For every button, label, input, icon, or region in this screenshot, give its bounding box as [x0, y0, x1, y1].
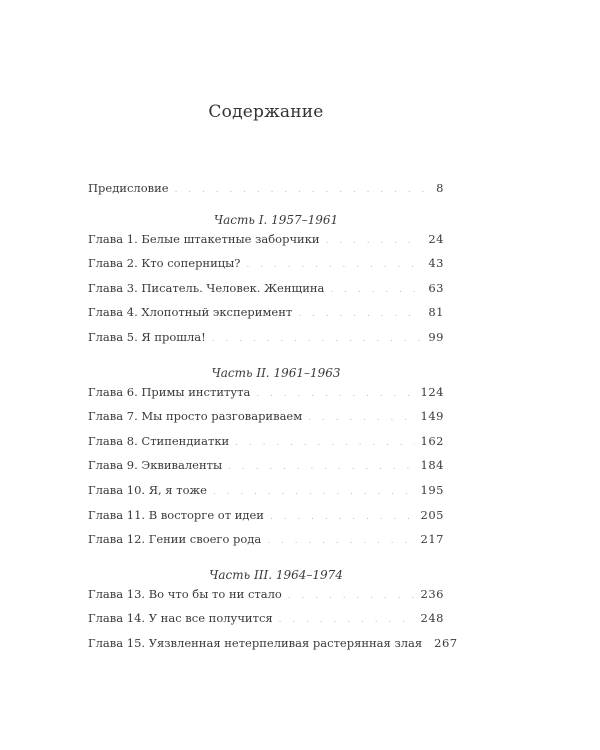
dot-leader [308, 414, 414, 423]
entry-label: Глава 14. У нас все получится [88, 611, 273, 626]
part-heading: Часть I. 1957–1961 [213, 212, 339, 227]
entry-page-number: 248 [420, 611, 444, 626]
part-heading: Часть III. 1964–1974 [209, 567, 343, 582]
entry-page-number: 124 [420, 384, 444, 399]
entry-page-number: 205 [420, 507, 444, 522]
toc-entry[interactable] [88, 458, 444, 483]
dot-leader [175, 186, 431, 195]
entry-label: Глава 2. Кто соперницы? [88, 256, 241, 271]
entry-label: Глава 1. Белые штакетные заборчики [88, 231, 320, 246]
entry-label: Глава 4. Хлопотный эксперимент [88, 305, 293, 320]
toc-entry[interactable] [88, 635, 458, 661]
entry-page-number: 162 [420, 433, 444, 448]
entry-page-number: 43 [428, 256, 444, 271]
toc-entry[interactable] [88, 508, 444, 533]
entry-label: Глава 8. Стипендиатки [88, 433, 230, 448]
entry-page-number: 24 [428, 231, 444, 246]
dot-leader [330, 286, 422, 295]
table-of-contents [88, 181, 458, 661]
entry-page-number: 63 [428, 280, 444, 295]
entry-label: Глава 3. Писатель. Человек. Женщина [88, 280, 325, 295]
dot-leader [279, 616, 415, 625]
toc-entry[interactable] [88, 281, 444, 306]
entry-page-number: 195 [420, 482, 444, 497]
entry-page-number: 8 [436, 181, 444, 195]
dot-leader [256, 390, 414, 399]
entry-page-number: 149 [420, 409, 444, 424]
toc-entry[interactable] [88, 330, 444, 355]
entry-page-number: 99 [428, 329, 444, 344]
dot-leader [213, 488, 415, 497]
toc-entry[interactable] [88, 611, 444, 636]
entry-label: Глава 15. Уязвленная нетерпеливая растерянная злая [88, 635, 423, 650]
dot-leader [288, 592, 415, 601]
entry-page-number: 81 [428, 305, 444, 320]
entry-label: Предисловие [88, 181, 169, 195]
toc-entry-preface[interactable] [88, 181, 444, 206]
dot-leader [267, 537, 414, 546]
entry-label: Глава 13. Во что бы то ни стало [88, 586, 282, 601]
entry-page-number: 236 [420, 586, 444, 601]
toc-entry[interactable] [88, 232, 444, 257]
dot-leader [270, 513, 415, 522]
entry-label: Глава 9. Эквиваленты [88, 458, 223, 473]
dot-leader [298, 310, 422, 319]
toc-entry[interactable] [88, 256, 444, 281]
dot-leader [212, 335, 423, 344]
entry-page-number: 184 [420, 458, 444, 473]
toc-entry[interactable] [88, 409, 444, 434]
toc-entry[interactable] [88, 587, 444, 612]
entry-label: Глава 6. Примы института [88, 384, 251, 399]
dot-leader [228, 463, 414, 472]
toc-entry[interactable] [88, 385, 444, 410]
toc-entry[interactable] [88, 305, 444, 330]
entry-label: Глава 5. Я прошла! [88, 329, 206, 344]
entry-label: Глава 10. Я, я тоже [88, 482, 207, 497]
entry-label: Глава 12. Гении своего рода [88, 532, 262, 547]
toc-entry[interactable] [88, 532, 444, 557]
dot-leader [235, 439, 414, 448]
dot-leader [326, 237, 423, 246]
entry-page-number: 267 [434, 635, 458, 650]
page-title: Содержание [208, 102, 324, 122]
toc-entry[interactable] [88, 434, 444, 459]
entry-page-number: 217 [420, 532, 444, 547]
entry-label: Глава 11. В восторге от идеи [88, 507, 264, 522]
dot-leader [246, 261, 422, 270]
toc-entry[interactable] [88, 483, 444, 508]
part-heading: Часть II. 1961–1963 [211, 365, 341, 380]
entry-label: Глава 7. Мы просто разговариваем [88, 409, 303, 424]
